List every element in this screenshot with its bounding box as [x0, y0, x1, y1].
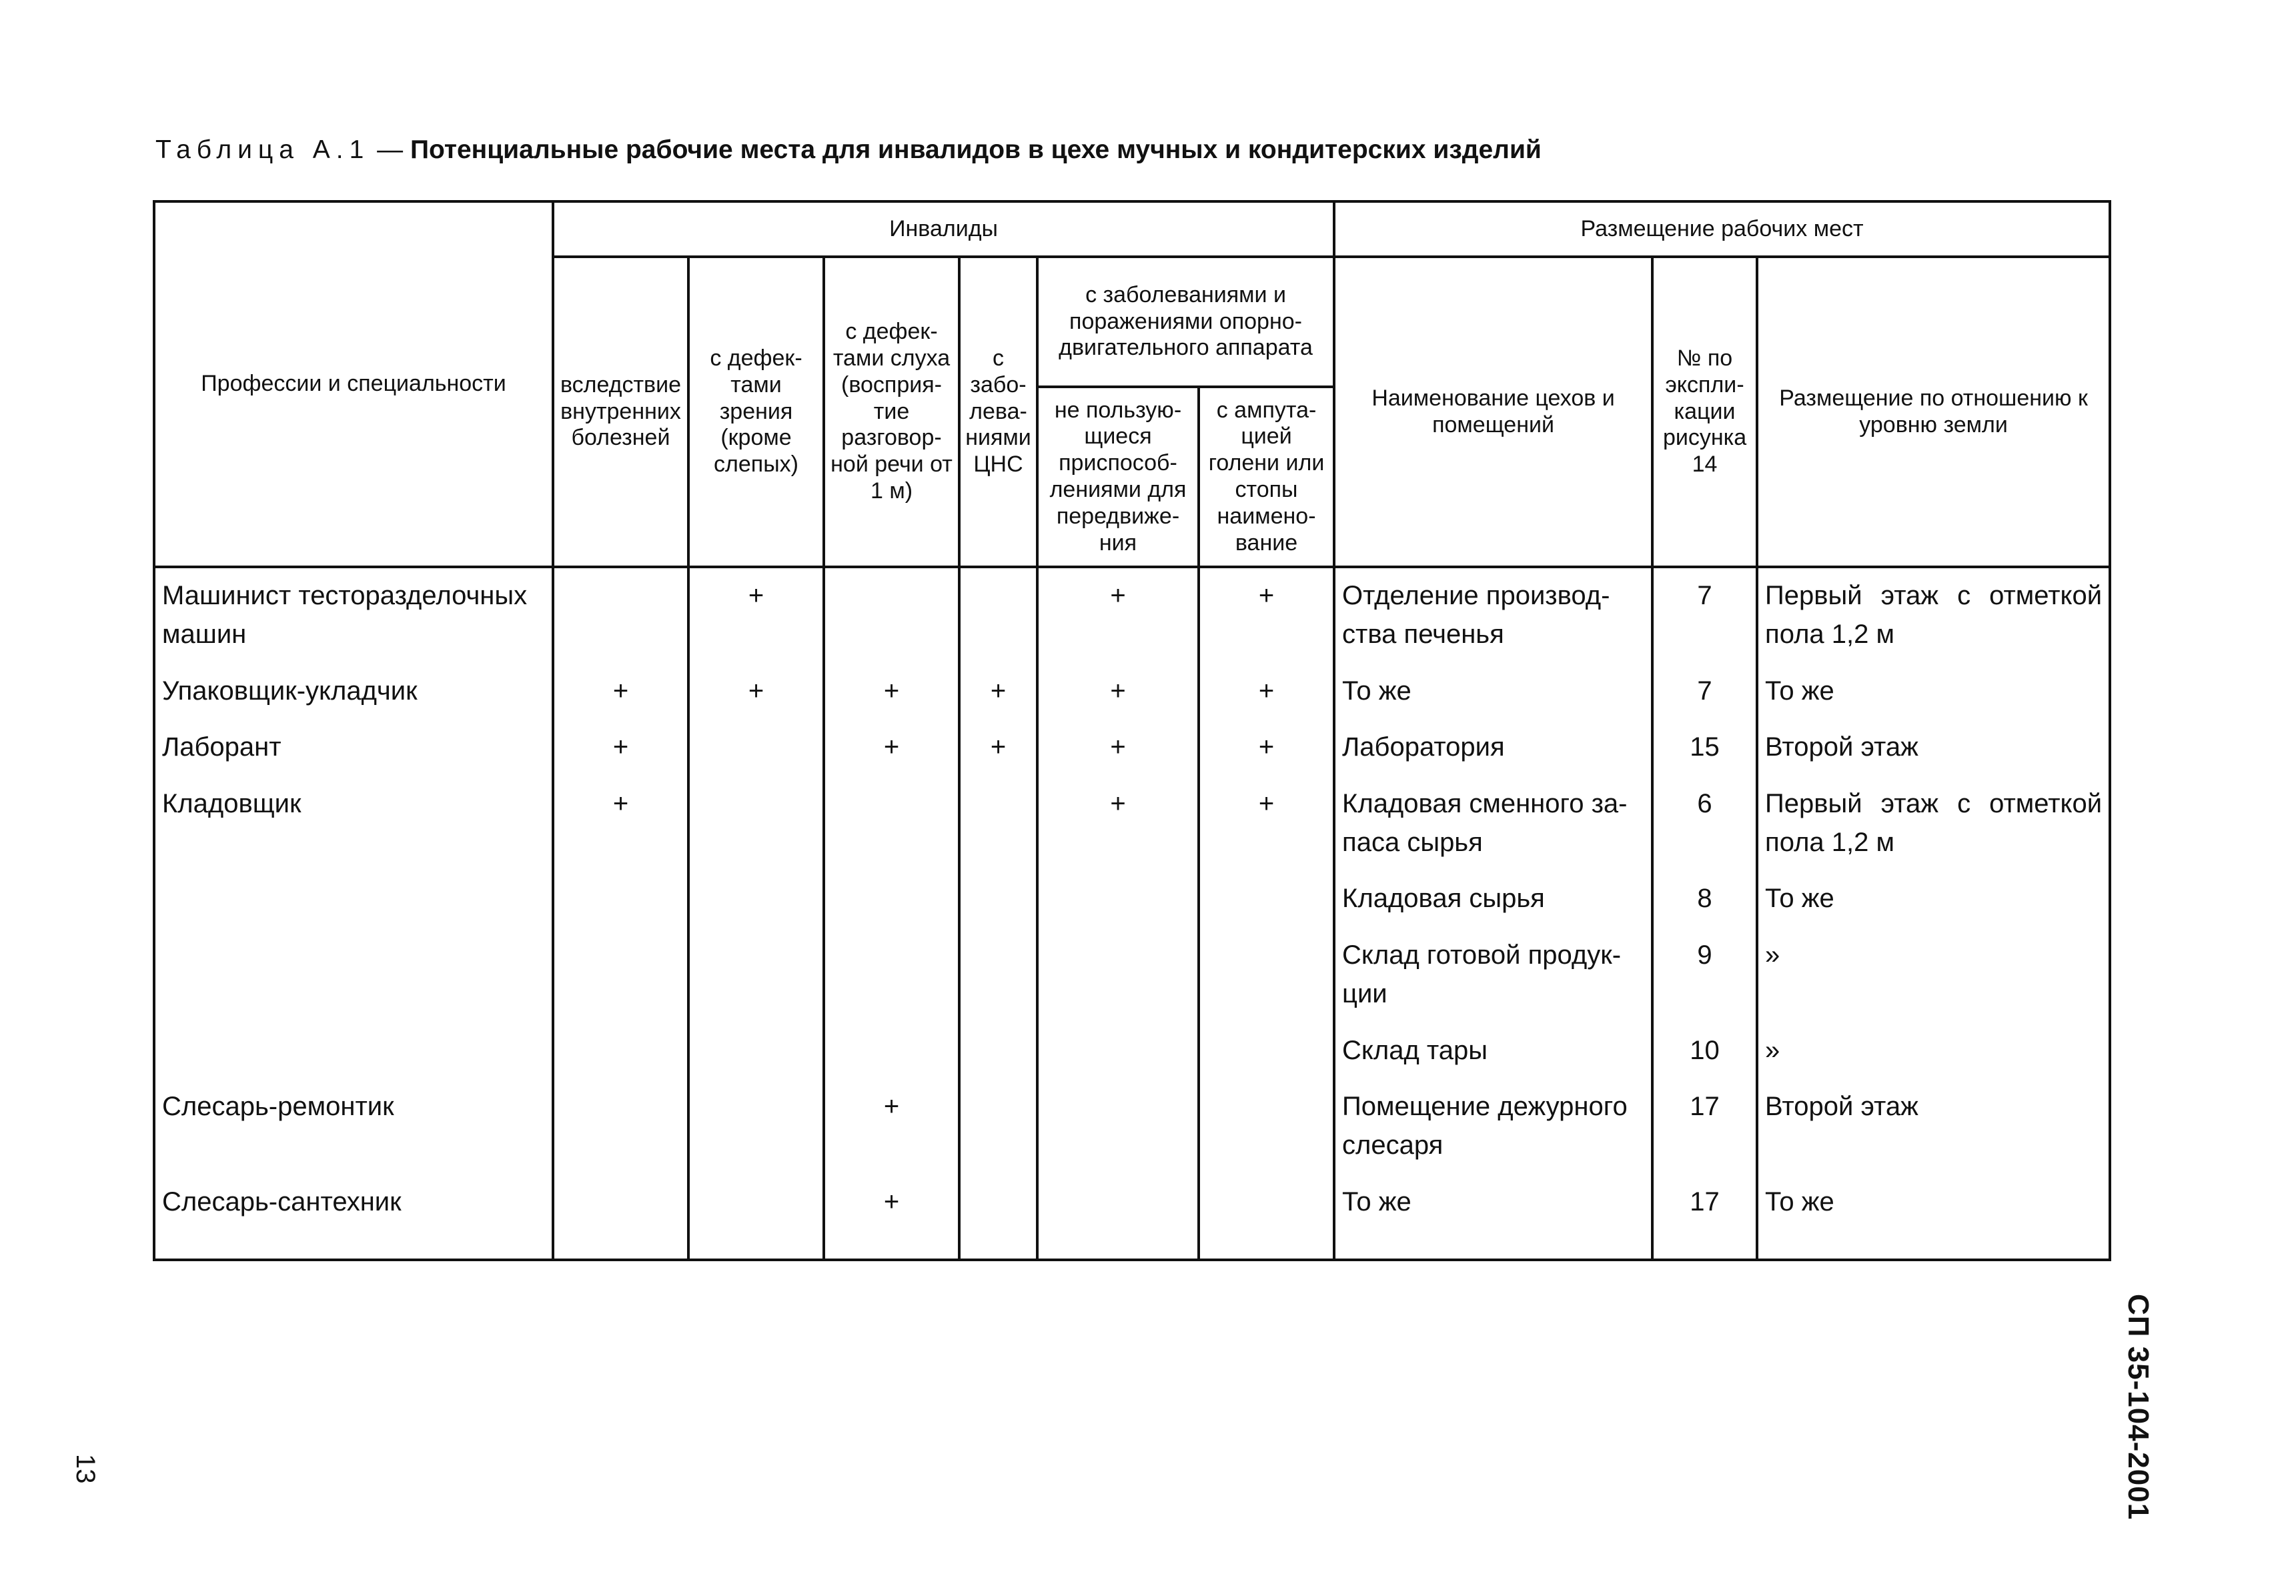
header-placement: Размещение рабочих мест — [1334, 201, 2110, 257]
table-row — [154, 1079, 2110, 1174]
cell-internal — [553, 1023, 688, 1079]
cell-amputation — [1199, 1174, 1334, 1260]
cell-profession: Лаборант — [154, 720, 553, 776]
cell-amputation: + — [1199, 567, 1334, 664]
cell-internal: + — [553, 664, 688, 720]
cell-shop: Помещение дежурного слесаря — [1334, 1079, 1652, 1174]
page-number: 13 — [71, 1454, 100, 1484]
cell-no-devices — [1037, 1174, 1199, 1260]
cell-figure-number: 7 — [1652, 664, 1757, 720]
cell-ground-level: Первый этаж с отметкой пола 1,2 м — [1757, 567, 2110, 664]
cell-profession — [154, 1023, 553, 1079]
cell-hearing — [824, 928, 959, 1023]
cell-amputation — [1199, 871, 1334, 927]
header-internal-diseases: вследствие внутренних болезней — [553, 257, 688, 567]
cell-no-devices: + — [1037, 567, 1199, 664]
table-row — [154, 664, 2110, 720]
cell-internal — [553, 567, 688, 664]
cell-internal — [553, 1079, 688, 1174]
table-caption-label: Таблица А.1 — [155, 135, 370, 164]
cell-ground-level: Второй этаж — [1757, 720, 2110, 776]
table-body — [154, 567, 2110, 1260]
cell-figure-number: 10 — [1652, 1023, 1757, 1079]
cell-profession: Слесарь-сантехник — [154, 1174, 553, 1260]
header-profession: Профессии и специальности — [154, 201, 553, 567]
cell-no-devices — [1037, 1023, 1199, 1079]
cell-figure-number: 8 — [1652, 871, 1757, 927]
cell-profession: Упаковщик-укладчик — [154, 664, 553, 720]
cell-shop: Склад готовой продукции — [1334, 928, 1652, 1023]
cell-ground-level: Второй этаж — [1757, 1079, 2110, 1174]
cell-hearing: + — [824, 1079, 959, 1174]
cell-profession: Кладовщик — [154, 776, 553, 872]
header-vision-defects: с дефектами зрения (кроме слепых) — [688, 257, 824, 567]
cell-figure-number: 17 — [1652, 1079, 1757, 1174]
cell-shop: Склад тары — [1334, 1023, 1652, 1079]
cell-cns — [959, 776, 1037, 872]
cell-figure-number: 6 — [1652, 776, 1757, 872]
cell-hearing — [824, 567, 959, 664]
cell-vision — [688, 776, 824, 872]
cell-shop: Лаборатория — [1334, 720, 1652, 776]
cell-no-devices — [1037, 1079, 1199, 1174]
table-row — [154, 1174, 2110, 1260]
cell-no-devices — [1037, 871, 1199, 927]
table-row — [154, 1023, 2110, 1079]
cell-ground-level: Первый этаж с отметкой пола 1,2 м — [1757, 776, 2110, 872]
header-hearing-defects: с дефектами слуха (восприятие разговорной речи от 1 м) — [824, 257, 959, 567]
header-invalids: Инвалиды — [553, 201, 1334, 257]
cell-internal — [553, 1174, 688, 1260]
cell-no-devices: + — [1037, 776, 1199, 872]
cell-vision: + — [688, 567, 824, 664]
cell-cns — [959, 1174, 1037, 1260]
cell-hearing — [824, 871, 959, 927]
cell-shop: То же — [1334, 1174, 1652, 1260]
cell-cns — [959, 1079, 1037, 1174]
cell-ground-level: То же — [1757, 664, 2110, 720]
cell-ground-level: То же — [1757, 1174, 2110, 1260]
cell-amputation — [1199, 1079, 1334, 1174]
header-shop-name: Наименование цехов и помещений — [1334, 257, 1652, 567]
cell-internal — [553, 928, 688, 1023]
cell-vision — [688, 1079, 824, 1174]
header-cns-diseases: с заболеваниями ЦНС — [959, 257, 1037, 567]
cell-shop: Кладовая сырья — [1334, 871, 1652, 927]
cell-figure-number: 7 — [1652, 567, 1757, 664]
cell-cns — [959, 567, 1037, 664]
cell-hearing: + — [824, 1174, 959, 1260]
cell-amputation — [1199, 928, 1334, 1023]
cell-vision — [688, 928, 824, 1023]
table-row — [154, 567, 2110, 664]
cell-figure-number: 9 — [1652, 928, 1757, 1023]
header-figure-number: № по экспликации рисунка 14 — [1652, 257, 1757, 567]
document-code: СП 35-104-2001 — [2122, 1294, 2155, 1521]
table-row — [154, 871, 2110, 927]
cell-shop: То же — [1334, 664, 1652, 720]
cell-no-devices — [1037, 928, 1199, 1023]
cell-profession: Слесарь-ремонтик — [154, 1079, 553, 1174]
cell-no-devices: + — [1037, 720, 1199, 776]
cell-ground-level: » — [1757, 1023, 2110, 1079]
cell-figure-number: 17 — [1652, 1174, 1757, 1260]
cell-amputation: + — [1199, 776, 1334, 872]
header-no-devices: не пользующиеся приспособлениями для передвижения — [1037, 387, 1199, 567]
cell-cns — [959, 871, 1037, 927]
cell-profession — [154, 928, 553, 1023]
cell-cns — [959, 1023, 1037, 1079]
cell-vision — [688, 1174, 824, 1260]
cell-amputation: + — [1199, 720, 1334, 776]
cell-hearing: + — [824, 664, 959, 720]
cell-internal: + — [553, 720, 688, 776]
table-caption — [155, 135, 1542, 165]
cell-amputation: + — [1199, 664, 1334, 720]
workplaces-table — [153, 200, 2111, 1261]
cell-profession — [154, 871, 553, 927]
cell-vision: + — [688, 664, 824, 720]
cell-amputation — [1199, 1023, 1334, 1079]
header-ground-level: Размещение по отношению к уровню земли — [1757, 257, 2110, 567]
table-caption-dash: — — [370, 135, 410, 164]
cell-vision — [688, 720, 824, 776]
cell-hearing — [824, 1023, 959, 1079]
cell-ground-level: » — [1757, 928, 2110, 1023]
cell-ground-level: То же — [1757, 871, 2110, 927]
cell-vision — [688, 1023, 824, 1079]
header-musculoskeletal: с заболеваниями и поражениями опорно-двигательного аппарата — [1037, 257, 1334, 387]
cell-vision — [688, 871, 824, 927]
header-amputation: с ампутацией голени или стопы наименование — [1199, 387, 1334, 567]
cell-profession: Машинист тесторазделочных машин — [154, 567, 553, 664]
cell-internal — [553, 871, 688, 927]
cell-cns: + — [959, 664, 1037, 720]
cell-hearing — [824, 776, 959, 872]
table-caption-title: Потенциальные рабочие места для инвалидов в цехе мучных и кондитерских изделий — [410, 135, 1542, 164]
table-row — [154, 776, 2110, 872]
cell-no-devices: + — [1037, 664, 1199, 720]
cell-cns: + — [959, 720, 1037, 776]
cell-shop: Отделение производства печенья — [1334, 567, 1652, 664]
table-row — [154, 720, 2110, 776]
cell-internal: + — [553, 776, 688, 872]
table-row — [154, 928, 2110, 1023]
cell-cns — [959, 928, 1037, 1023]
cell-shop: Кладовая сменного запаса сырья — [1334, 776, 1652, 872]
cell-hearing: + — [824, 720, 959, 776]
cell-figure-number: 15 — [1652, 720, 1757, 776]
